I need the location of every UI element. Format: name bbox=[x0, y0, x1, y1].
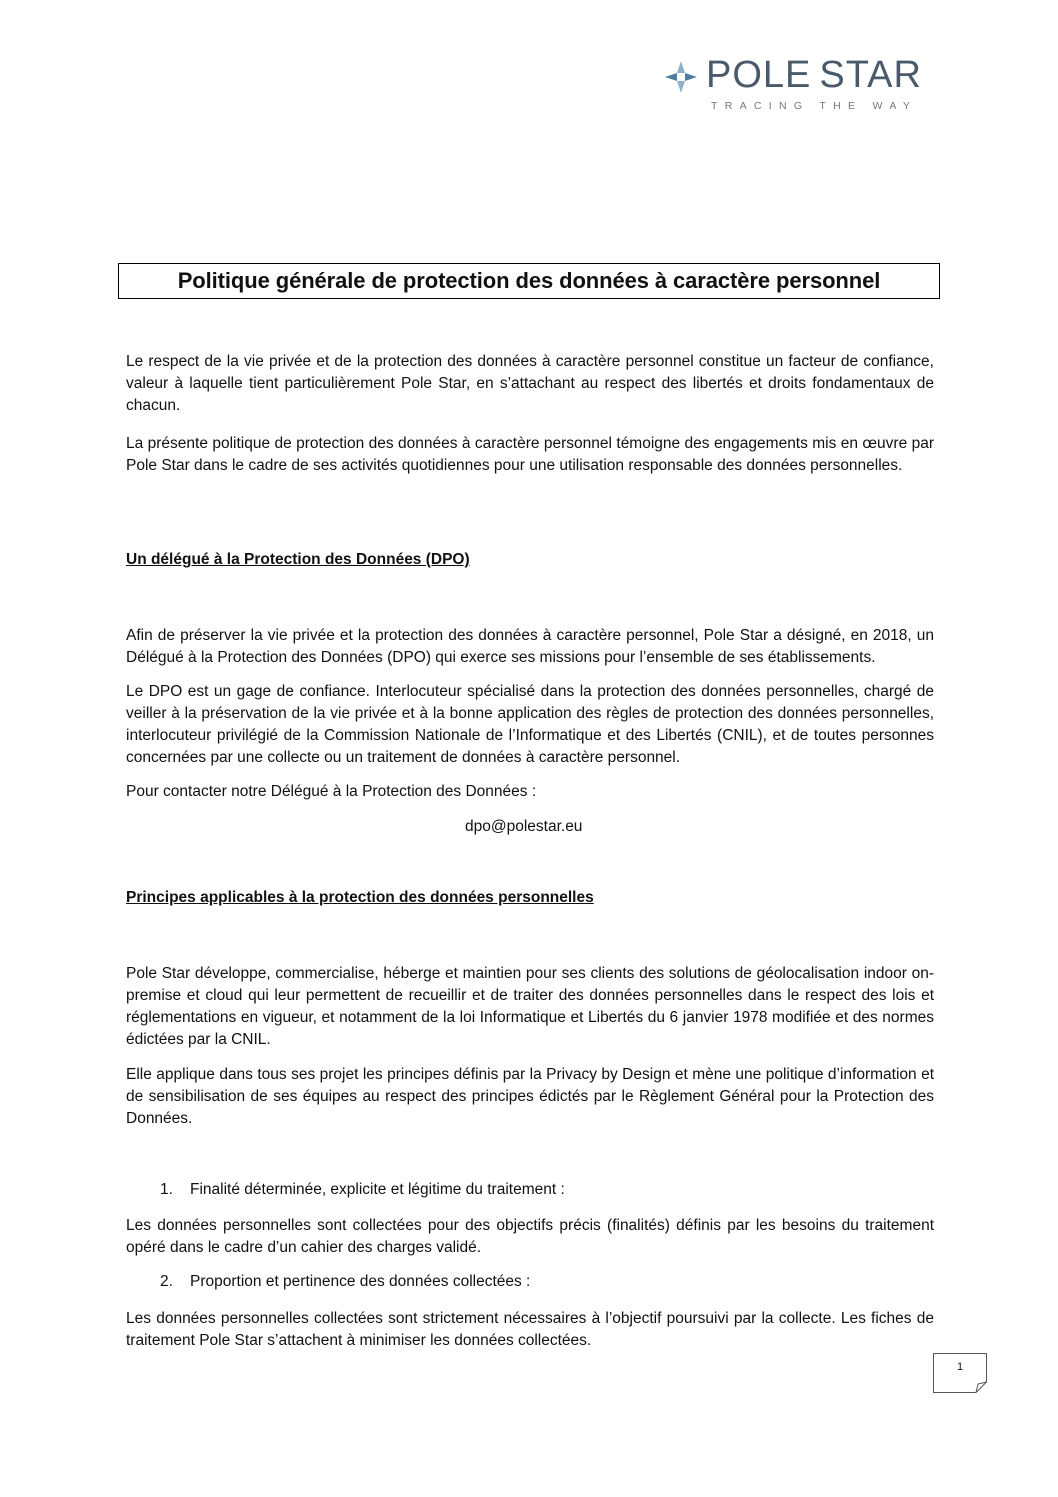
intro-paragraph-1: Le respect de la vie privée et de la protection des données à caractère personnel constitue un facteur de confiance, valeur à laquelle tient particulièrement Pole Star, en s’attachant au respect des libertés et droits fondamentaux de chacun. bbox=[126, 353, 934, 414]
list-item-number: 1. bbox=[160, 1181, 173, 1198]
section-heading-principles: Principes applicables à la protection des données personnelles bbox=[126, 889, 594, 906]
section-heading-dpo: Un délégué à la Protection des Données (DPO) bbox=[126, 551, 470, 568]
intro-paragraph-2: La présente politique de protection des données à caractère personnel témoigne des engagements mis en œuvre par Pole Star dans le cadre de ses activités quotidiennes pour une utilisation responsable des données personnelles. bbox=[126, 435, 934, 474]
dpo-paragraph-1: Afin de préserver la vie privée et la protection des données à caractère personnel, Pole Star a désigné, en 2018, un Délégué à la Protection des Données (DPO) qui exerce ses missions pour l’ensemble de ses établissements. bbox=[126, 627, 934, 666]
list-item-1-text: Les données personnelles sont collectées pour des objectifs précis (finalités) définis par les besoins du traitement opéré dans le cadre d’un cahier des charges validé. bbox=[126, 1217, 934, 1256]
principles-paragraph-1: Pole Star développe, commercialise, héberge et maintien pour ses clients des solutions de géolocalisation indoor on-premise et cloud qui leur permettent de recueillir et de traiter des données personnelles dans le respect des lois et réglementations en vigueur, et notamment de la loi Informatique et Libertés du 6 janvier 1978 modifiée et des normes édictées par la CNIL. bbox=[126, 965, 934, 1048]
list-item-1 bbox=[160, 1181, 565, 1199]
principles-paragraph-2: Elle applique dans tous ses projet les principes définis par la Privacy by Design et mène une politique d’information et de sensibilisation de ses équipes au respect des principes édictés par le Règlement Général pour la Protection des Données. bbox=[126, 1066, 934, 1127]
logo-wordmark bbox=[706, 54, 922, 97]
dpo-email-link[interactable]: dpo@polestar.eu bbox=[465, 818, 583, 835]
logo-tagline: TRACING THE WAY bbox=[711, 100, 918, 112]
document-title-box bbox=[118, 263, 940, 299]
list-item-label: Proportion et pertinence des données collectées : bbox=[190, 1273, 531, 1290]
logo-word-star: STAR bbox=[819, 54, 922, 96]
polestar-logo bbox=[664, 56, 940, 120]
polestar-star-icon bbox=[664, 60, 698, 94]
list-item-2 bbox=[160, 1273, 530, 1291]
page-number-box bbox=[933, 1353, 987, 1393]
dpo-paragraph-2: Le DPO est un gage de confiance. Interlocuteur spécialisé dans la protection des données personnelles, chargé de veiller à la préservation de la vie privée et à la bonne application des règles de protection des données personnelles, interlocuteur privilégié de la Commission Nationale de l’Informatique et des Libertés (CNIL), et de toutes personnes concernées par une collecte ou un traitement de données à caractère personnel. bbox=[126, 683, 934, 766]
page-corner-shape bbox=[933, 1353, 987, 1393]
list-item-label: Finalité déterminée, explicite et légitime du traitement : bbox=[190, 1181, 565, 1198]
page-number: 1 bbox=[957, 1361, 964, 1373]
logo-word-pole: POLE bbox=[706, 54, 812, 96]
dpo-contact-text: Pour contacter notre Délégué à la Protection des Données : bbox=[126, 783, 537, 800]
document-title: Politique générale de protection des données à caractère personnel bbox=[177, 268, 881, 293]
list-item-2-text: Les données personnelles collectées sont strictement nécessaires à l’objectif poursuivi par la collecte. Les fiches de traitement Pole Star s’attachent à minimiser les données collectées. bbox=[126, 1310, 934, 1349]
list-item-number: 2. bbox=[160, 1273, 173, 1290]
